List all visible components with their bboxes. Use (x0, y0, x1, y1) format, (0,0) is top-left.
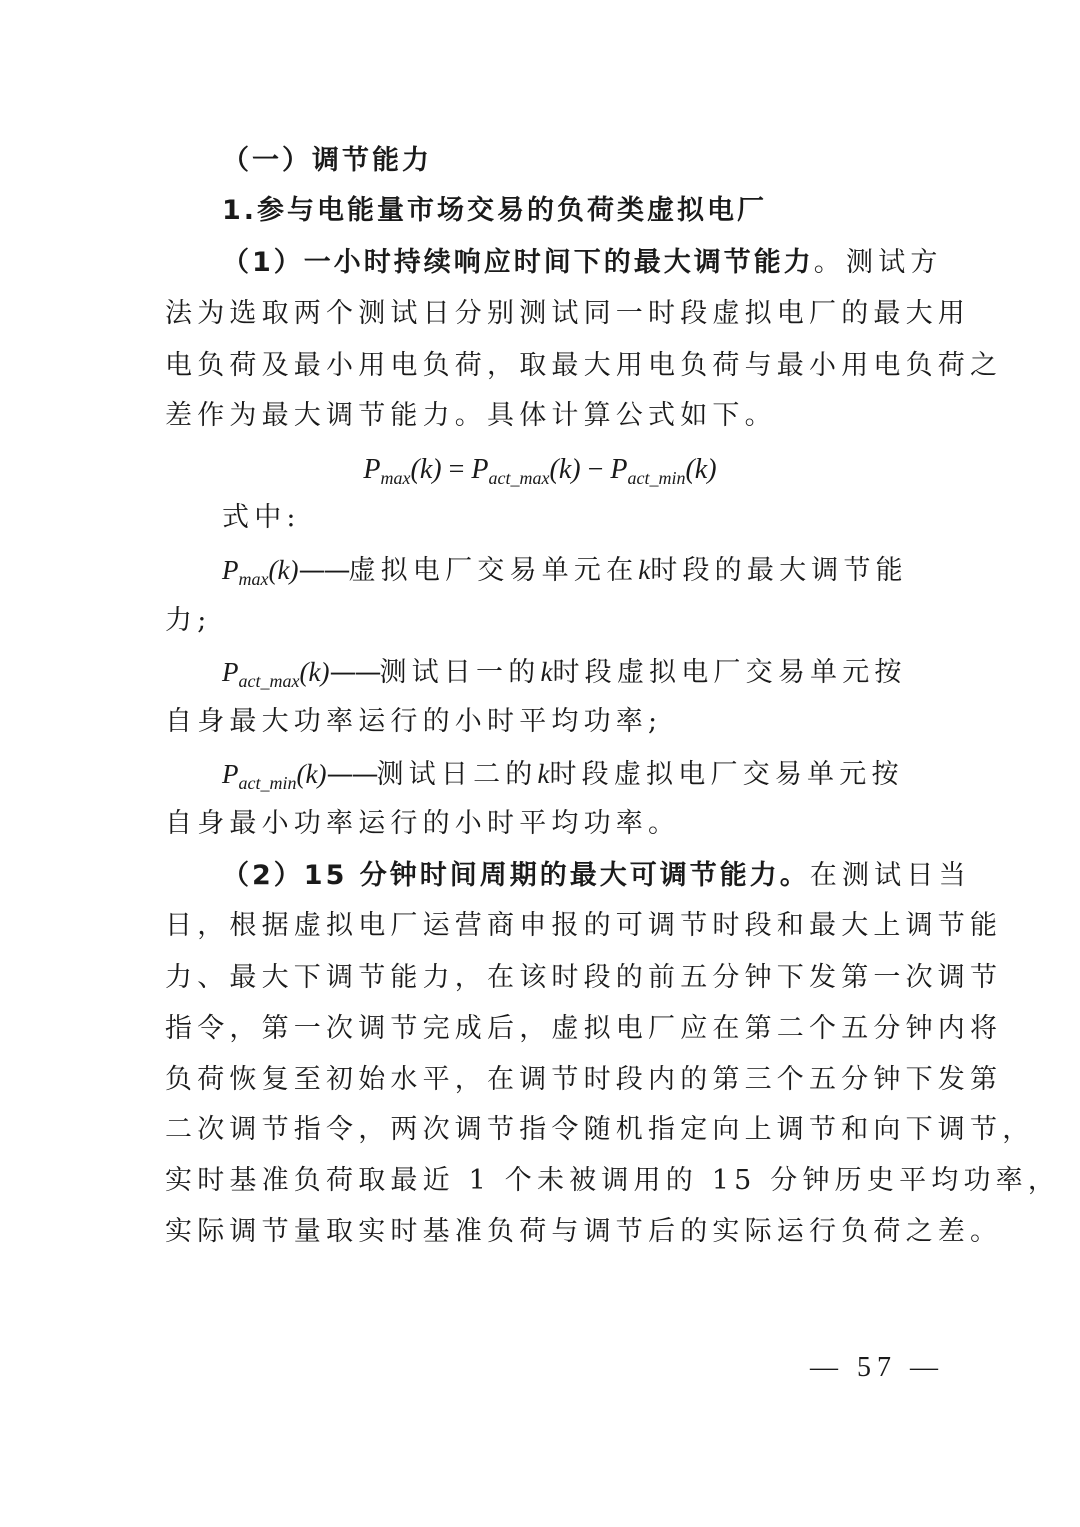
section-heading: （一）调节能力 (222, 145, 432, 176)
def1-text-b: 时段的最大调节能 (650, 555, 908, 586)
def1-arg: (k) (268, 555, 299, 585)
def2-dash: —— (329, 657, 380, 688)
def3-text-a: 测试日二的 (376, 759, 538, 790)
formula-r1-symbol: P (471, 454, 489, 485)
def1-dash: —— (298, 555, 349, 586)
definition-3-cont: 自身最小功率运行的小时平均功率。 (165, 808, 681, 839)
def1-text-a: 虚拟电厂交易单元在 (348, 555, 639, 586)
definition-1 (222, 552, 908, 589)
formula-r2-sub: act_min (627, 468, 686, 488)
def3-text-b: 时段虚拟电厂交易单元按 (549, 759, 904, 790)
item2-line-3: 力、最大下调节能力，在该时段的前五分钟下发第一次调节 (165, 962, 1003, 993)
formula-r2-symbol: P (610, 454, 628, 485)
item2-title-end: 在测试日当 (809, 860, 971, 891)
def3-dash: —— (326, 759, 377, 790)
formula-equals: = (441, 454, 472, 485)
definition-2-cont: 自身最大功率运行的小时平均功率; (165, 706, 663, 737)
def2-k: k (540, 657, 553, 687)
item1-line-2: 法为选取两个测试日分别测试同一时段虚拟电厂的最大用 (165, 298, 970, 329)
formula-lhs-sub: max (380, 468, 411, 488)
def2-arg: (k) (299, 657, 330, 687)
def3-k: k (537, 759, 550, 789)
definition-3 (222, 756, 904, 793)
item1-line-4: 差作为最大调节能力。具体计算公式如下。 (165, 400, 777, 431)
item2-line-8: 实际调节量取实时基准负荷与调节后的实际运行负荷之差。 (165, 1216, 1003, 1247)
item1-title-end: 。测试方 (813, 247, 943, 278)
page-number: — 57 — (810, 1352, 944, 1383)
item1-line-3: 电负荷及最小用电负荷，取最大用电负荷与最小用电负荷之 (165, 350, 1003, 381)
item2-line-5: 负荷恢复至初始水平，在调节时段内的第三个五分钟下发第 (165, 1064, 1003, 1095)
item2-line-7: 实时基准负荷取最近 1 个未被调用的 15 分钟历史平均功率， (165, 1165, 1061, 1196)
def2-sub: act_max (238, 671, 300, 691)
formula-r2-arg: (k) (685, 454, 717, 485)
item2-first-line (222, 858, 971, 894)
formula-r1-sub: act_max (488, 468, 550, 488)
def3-arg: (k) (296, 759, 327, 789)
def1-symbol: P (222, 555, 239, 585)
where-label: 式中: (222, 502, 301, 533)
def2-text-a: 测试日一的 (379, 657, 541, 688)
def1-k: k (638, 555, 651, 585)
item1-first-line (222, 245, 943, 281)
item2-line-2: 日，根据虚拟电厂运营商申报的可调节时段和最大上调节能 (165, 910, 1003, 941)
item2-line-4: 指令，第一次调节完成后，虚拟电厂应在第二个五分钟内将 (165, 1013, 1003, 1044)
subsection-heading: 1.参与电能量市场交易的负荷类虚拟电厂 (222, 195, 768, 226)
item2-title: （2）15 分钟时间周期的最大可调节能力。 (222, 860, 810, 891)
def3-sub: act_min (238, 773, 297, 793)
def1-sub: max (238, 569, 269, 589)
definition-1-cont: 力; (165, 605, 212, 636)
formula (0, 452, 1080, 488)
item1-title: （1）一小时持续响应时间下的最大调节能力 (222, 247, 814, 278)
formula-r1-arg: (k) (549, 454, 581, 485)
def3-symbol: P (222, 759, 239, 789)
definition-2 (222, 654, 907, 691)
def2-text-b: 时段虚拟电厂交易单元按 (552, 657, 907, 688)
formula-lhs-arg: (k) (410, 454, 442, 485)
def2-symbol: P (222, 657, 239, 687)
formula-minus: − (580, 454, 611, 485)
formula-lhs-symbol: P (363, 454, 381, 485)
item2-line-6: 二次调节指令，两次调节指令随机指定向上调节和向下调节， (165, 1114, 1035, 1145)
